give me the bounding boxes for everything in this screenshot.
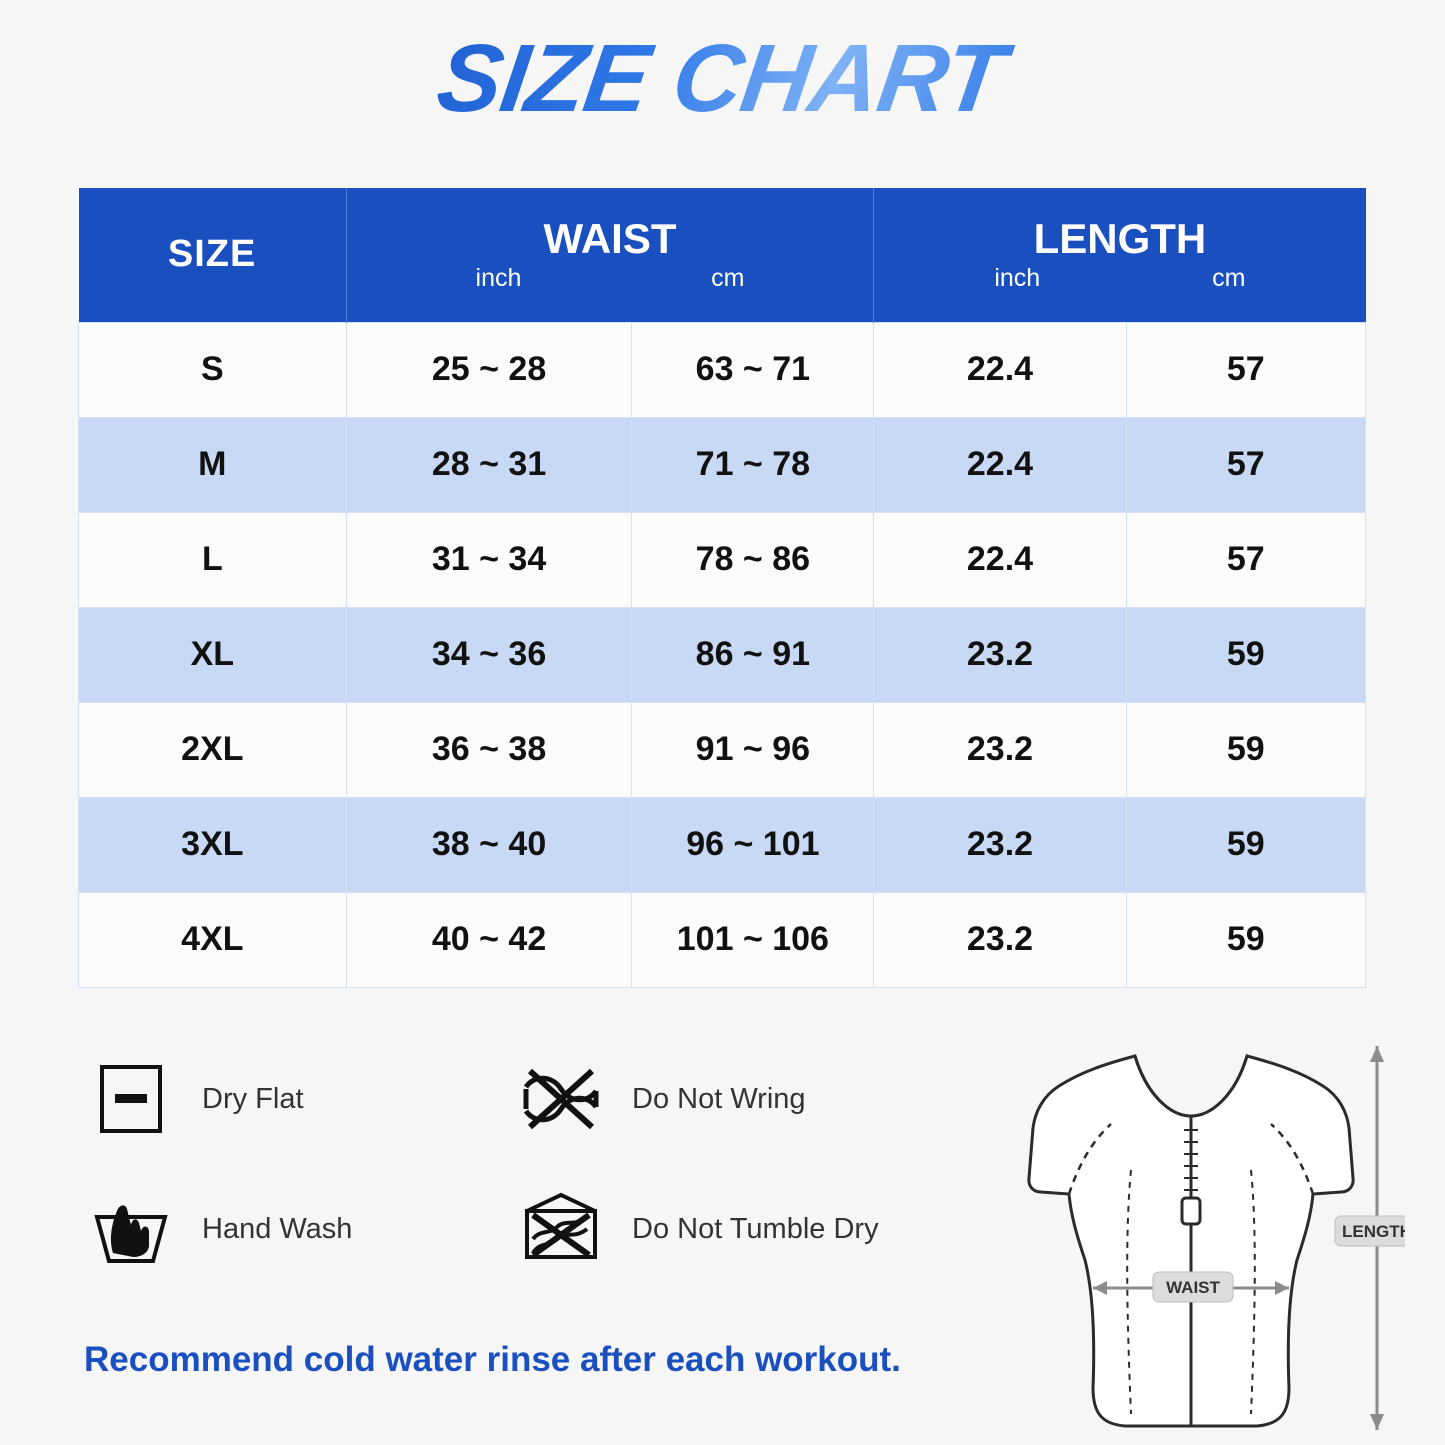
cell-size: 3XL <box>79 797 347 892</box>
cell-length-inch: 23.2 <box>874 797 1126 892</box>
care-item-do-not-tumble-dry <box>518 1190 948 1268</box>
do-not-wring-icon <box>518 1060 604 1138</box>
cell-length-inch: 23.2 <box>874 702 1126 797</box>
table-row <box>79 702 1366 797</box>
cell-length-inch: 22.4 <box>874 512 1126 607</box>
cell-waist-cm: 96 ~ 101 <box>632 797 874 892</box>
waist-callout-label: WAIST <box>1166 1278 1220 1297</box>
care-item-hand-wash <box>88 1190 518 1268</box>
cell-size: L <box>79 512 347 607</box>
cell-waist-cm: 101 ~ 106 <box>632 892 874 987</box>
column-header-length <box>874 188 1366 322</box>
garment-illustration <box>985 1020 1405 1440</box>
waist-unit-inch: inch <box>475 264 522 293</box>
care-label: Do Not Wring <box>632 1082 806 1115</box>
column-header-waist-units <box>347 264 874 293</box>
do-not-tumble-dry-icon <box>518 1190 604 1268</box>
column-header-length-title: LENGTH <box>1033 215 1207 263</box>
size-chart-table <box>78 188 1366 988</box>
length-unit-inch: inch <box>994 264 1041 293</box>
cell-length-cm: 59 <box>1126 892 1365 987</box>
care-label: Hand Wash <box>202 1212 353 1245</box>
cell-length-cm: 59 <box>1126 607 1365 702</box>
care-item-dry-flat <box>88 1060 518 1138</box>
cell-length-inch: 23.2 <box>874 892 1126 987</box>
column-header-length-units <box>874 264 1365 293</box>
page-title: SIZE CHART <box>0 0 1445 134</box>
care-row-2 <box>88 1190 948 1268</box>
recommendation-text: Recommend cold water rinse after each workout. <box>84 1340 901 1379</box>
table-header <box>79 188 1366 322</box>
cell-length-cm: 59 <box>1126 702 1365 797</box>
hand-wash-icon <box>88 1190 174 1268</box>
cell-waist-cm: 86 ~ 91 <box>632 607 874 702</box>
cell-waist-inch: 25 ~ 28 <box>346 322 632 417</box>
cell-length-cm: 57 <box>1126 512 1365 607</box>
cell-size: M <box>79 417 347 512</box>
table-body <box>79 322 1366 987</box>
care-row-1 <box>88 1060 948 1138</box>
column-header-waist <box>346 188 874 322</box>
cell-length-inch: 22.4 <box>874 322 1126 417</box>
care-label: Dry Flat <box>202 1082 304 1115</box>
dry-flat-icon <box>88 1060 174 1138</box>
cell-waist-inch: 40 ~ 42 <box>346 892 632 987</box>
cell-waist-inch: 34 ~ 36 <box>346 607 632 702</box>
cell-waist-cm: 71 ~ 78 <box>632 417 874 512</box>
cell-length-cm: 59 <box>1126 797 1365 892</box>
care-label: Do Not Tumble Dry <box>632 1212 879 1245</box>
cell-waist-cm: 63 ~ 71 <box>632 322 874 417</box>
table-row <box>79 512 1366 607</box>
table-row <box>79 322 1366 417</box>
care-item-do-not-wring <box>518 1060 948 1138</box>
column-header-waist-title: WAIST <box>543 215 677 263</box>
cell-size: XL <box>79 607 347 702</box>
cell-waist-cm: 78 ~ 86 <box>632 512 874 607</box>
cell-waist-cm: 91 ~ 96 <box>632 702 874 797</box>
cell-length-cm: 57 <box>1126 417 1365 512</box>
column-header-size: SIZE <box>79 188 347 322</box>
table-row <box>79 892 1366 987</box>
cell-waist-inch: 28 ~ 31 <box>346 417 632 512</box>
cell-length-inch: 22.4 <box>874 417 1126 512</box>
care-instructions <box>88 1060 948 1320</box>
table-row <box>79 607 1366 702</box>
waist-unit-cm: cm <box>711 264 745 293</box>
length-unit-cm: cm <box>1212 264 1246 293</box>
length-callout-label: LENGTH <box>1342 1222 1405 1241</box>
cell-length-inch: 23.2 <box>874 607 1126 702</box>
cell-size: S <box>79 322 347 417</box>
cell-waist-inch: 31 ~ 34 <box>346 512 632 607</box>
size-chart-table-wrapper <box>78 188 1366 988</box>
cell-waist-inch: 36 ~ 38 <box>346 702 632 797</box>
cell-waist-inch: 38 ~ 40 <box>346 797 632 892</box>
cell-length-cm: 57 <box>1126 322 1365 417</box>
cell-size: 4XL <box>79 892 347 987</box>
cell-size: 2XL <box>79 702 347 797</box>
table-row <box>79 797 1366 892</box>
table-row <box>79 417 1366 512</box>
